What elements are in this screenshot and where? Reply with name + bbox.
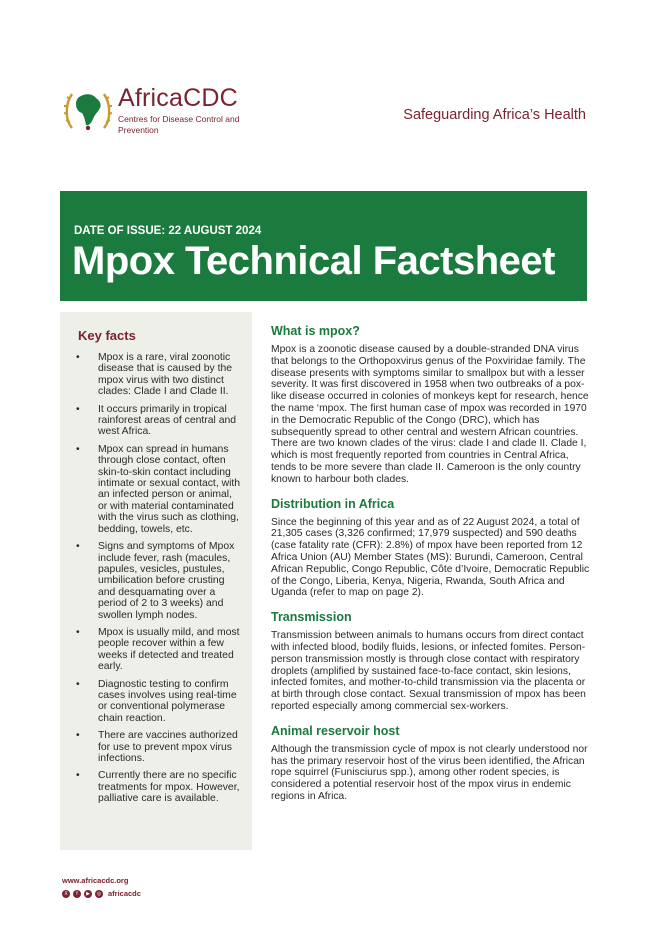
list-item: • Diagnostic testing to confirm cases involves using real-time or conventional polymerase chain reaction. [76, 678, 237, 724]
main-content [271, 324, 591, 814]
bullet-icon: • [76, 678, 80, 690]
list-item: • There are vaccines authorized for use to prevent mpox virus infections. [76, 730, 238, 764]
bullet-icon: • [76, 626, 80, 638]
section-transmission [271, 610, 591, 713]
tagline: Safeguarding Africa’s Health [403, 107, 586, 123]
youtube-icon[interactable]: ▶ [84, 890, 92, 898]
list-item: • Mpox is a rare, viral zoonotic disease that is caused by the mpox virus with two distinct clades: Clade I and Clade II. [76, 352, 233, 398]
section-body: Since the beginning of this year and as of 22 August 2024, a total of 21,305 cases (3,326 confirmed; 17,979 suspected) and 590 deaths (case fatality rate (CFR): 2.8%) of mpox have been reported from 12 Africa Union (AU) Member States (MS): Burundi, Cameroon, Central African Republic, Congo Republic, Côte d’Ivoire, Democratic Republic of the Congo, Liberia, Kenya, Nigeria, Rwanda, South Africa and Uganda (refer to map on page 2). [271, 516, 590, 599]
bullet-icon: • [76, 730, 80, 742]
bullet-icon: • [76, 770, 80, 782]
title-banner [60, 191, 587, 301]
website-link[interactable]: www.africacdc.org [62, 876, 129, 885]
list-item: • It occurs primarily in tropical rainforest areas of central and west Africa. [76, 403, 237, 438]
social-handle[interactable]: africacdc [108, 889, 141, 898]
key-facts-title: Key facts [78, 328, 136, 343]
section-body: Mpox is a zoonotic disease caused by a double-stranded DNA virus that belongs to the Orthopoxvirus genus of the Poxviridae family. The disease presents with symptoms similar to smallpox but with a lesser severity. It was first discovered in 1958 when two outbreaks of a pox-like disease occurred in colonies of monkeys kept for research, hence the name ‘mpox. The first human case of mpox was recorded in 1970 in the Democratic Republic of the Congo (DRC), which has subsequently spread to other central and western African countries. There are two known clades of the virus: clade I and clade II. Clade I, which is most frequently reported from countries in Central Africa, tends to be more severe than clade II. Cameroon is the only country known to harbour both clades. [271, 344, 589, 485]
bullet-icon: • [76, 403, 80, 415]
bullet-icon: • [76, 352, 80, 363]
key-facts-list [60, 352, 252, 811]
logo-name: AfricaCDC [118, 84, 238, 112]
list-item: • Mpox can spread in humans through close contact, often skin-to-skin contact including intimate or sexual contact, with an infected person or animal, or with material contaminated with the virus such as clothing, bedding, towels, etc. [76, 443, 241, 535]
section-body: Transmission between animals to humans occurs from direct contact with infected blood, bodily fluids, lesions, or infected fomites. Person-person transmission mostly is through close contact with respiratory droplets (amplified by sustained face-to-face contact, skin lesions, infected fomites, and mother-to-child transmission via the placenta or at birth through close contact. Sexual transmission of mpox has been reported especially among commercial sex-workers. [271, 630, 586, 712]
section-heading: Transmission [271, 610, 352, 625]
x-icon[interactable]: X [62, 890, 70, 898]
bullet-icon: • [76, 443, 80, 455]
page-title: Mpox Technical Factsheet [72, 239, 555, 283]
africacdc-logo [62, 84, 262, 144]
logo-subtitle: Centres for Disease Control and Prevention [118, 114, 240, 135]
section-distribution [271, 497, 591, 600]
instagram-icon[interactable]: ◎ [96, 890, 102, 897]
list-item: • Mpox is usually mild, and most people recover within a few weeks if detected and treated early. [76, 626, 240, 673]
list-item: • Signs and symptoms of Mpox include fever, rash (macules, papules, vesicles, pustules, umbilication before crusting and desquamating over a period of 2 to 3 weeks) and swollen lymph nodes. [76, 541, 235, 621]
key-facts-panel [60, 312, 252, 850]
section-animal-reservoir [271, 724, 591, 803]
bullet-icon: • [76, 541, 80, 553]
facebook-icon[interactable]: f [73, 890, 81, 898]
list-item: • Currently there are no specific treatments for mpox. However, palliative care is available. [76, 770, 240, 805]
section-what-is-mpox [271, 324, 591, 486]
section-heading: Distribution in Africa [271, 496, 395, 511]
footer [62, 876, 141, 898]
social-links [62, 889, 141, 898]
section-body: Although the transmission cycle of mpox is not clearly understood nor has the primary reservoir host of the virus been identified, the African rope squirrel (Funisciurus spp.), among other rodent species, is considered a potential reservoir host of the mpox virus in endemic regions in Africa. [271, 743, 588, 802]
date-of-issue: DATE OF ISSUE: 22 AUGUST 2024 [74, 225, 262, 237]
section-heading: Animal reservoir host [271, 723, 400, 738]
africa-emblem-icon [62, 84, 114, 136]
section-heading: What is mpox? [271, 324, 360, 338]
